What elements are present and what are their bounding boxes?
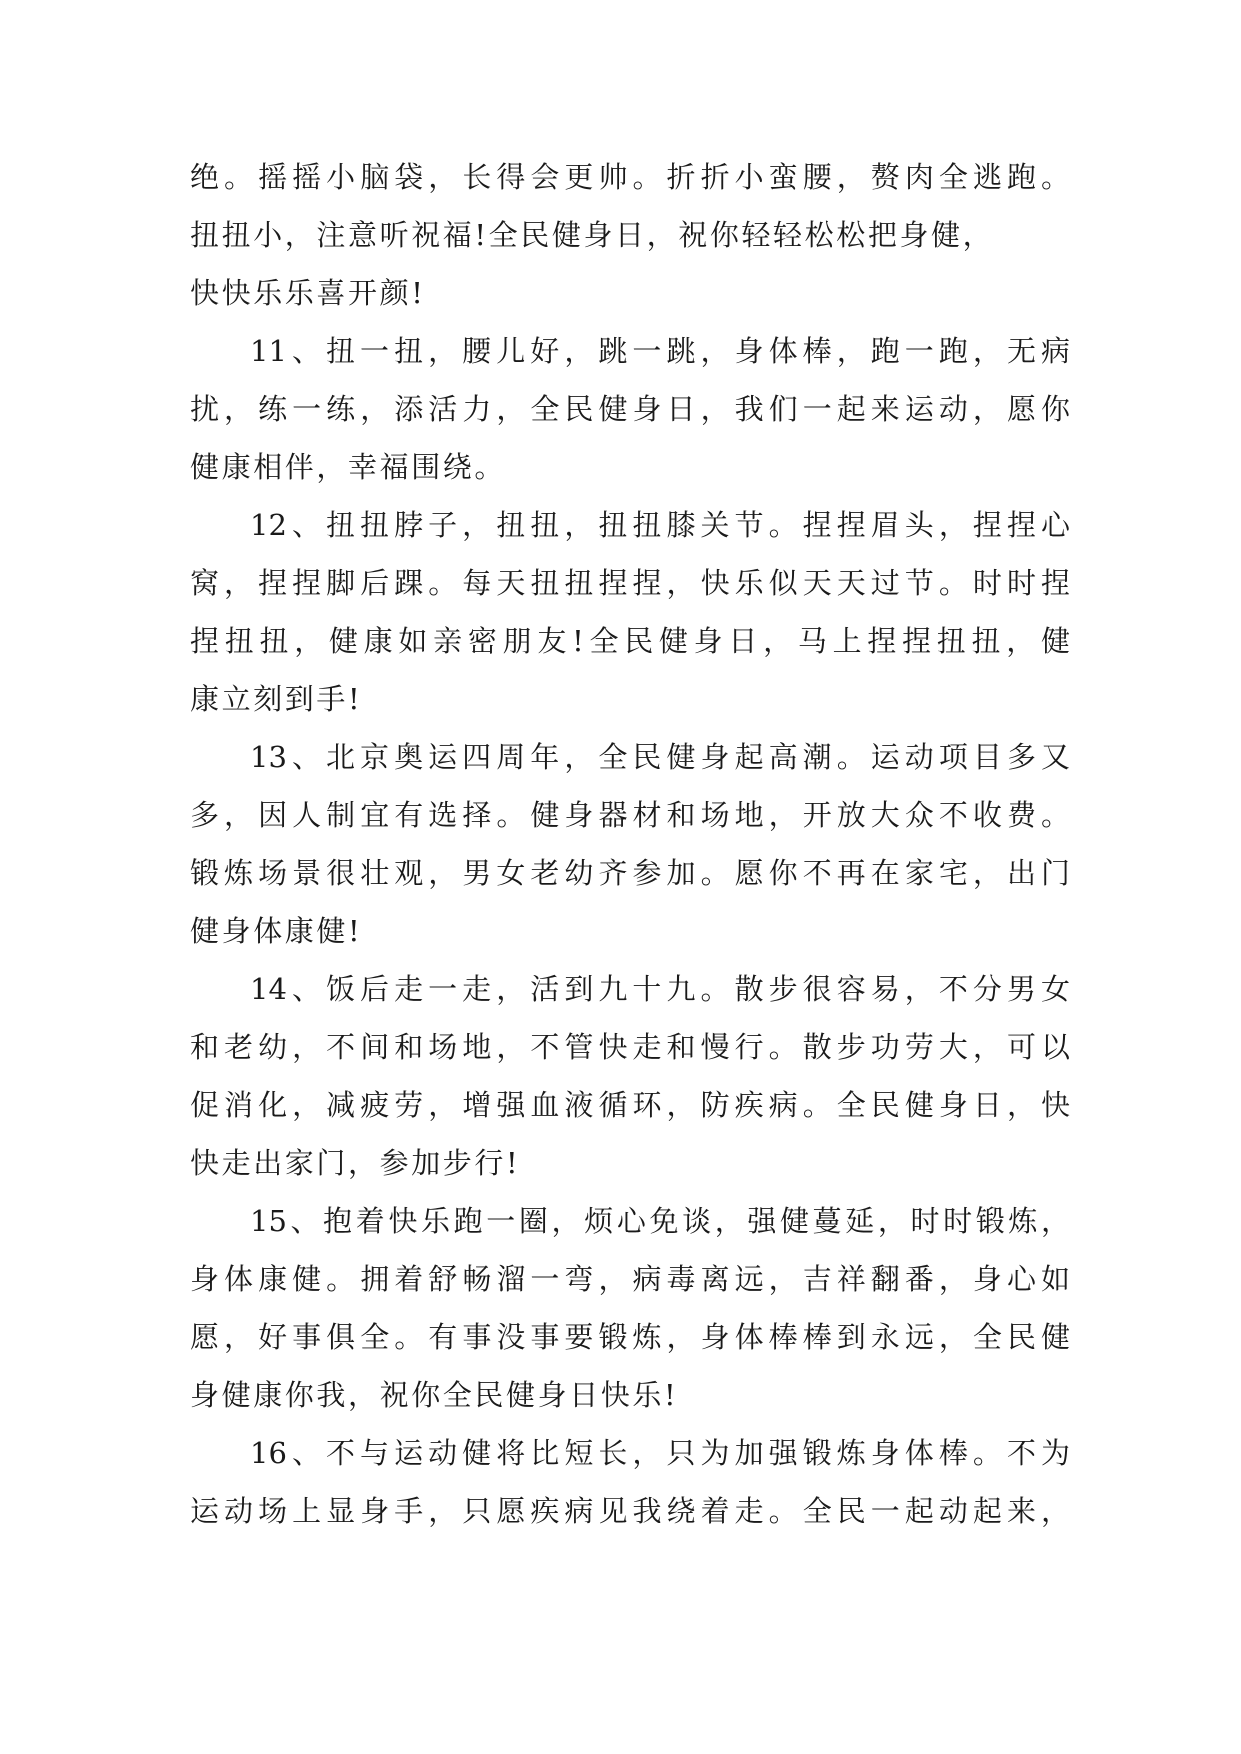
text-line: 11、扭一扭，腰儿好，跳一跳，身体棒，跑一跑，无病 — [250, 334, 1070, 368]
text-line: 快走出家门，参加步行! — [190, 1146, 521, 1180]
text-line: 多，因人制宜有选择。健身器材和场地，开放大众不收费。 — [190, 798, 1070, 832]
text-line: 健康相伴，幸福围绕。 — [190, 450, 507, 484]
text-line: 和老幼，不间和场地，不管快走和慢行。散步功劳大，可以 — [190, 1030, 1070, 1064]
text-line: 健身体康健! — [190, 914, 363, 948]
text-line: 捏扭扭，健康如亲密朋友!全民健身日，马上捏捏扭扭，健 — [190, 624, 1070, 658]
text-line: 运动场上显身手，只愿疾病见我绕着走。全民一起动起来， — [190, 1494, 1070, 1528]
text-line: 促消化，减疲劳，增强血液循环，防疾病。全民健身日，快 — [190, 1088, 1070, 1122]
text-line: 16、不与运动健将比短长，只为加强锻炼身体棒。不为 — [250, 1436, 1070, 1470]
text-line: 12、扭扭脖子，扭扭，扭扭膝关节。捏捏眉头，捏捏心 — [250, 508, 1070, 542]
text-line: 窝，捏捏脚后踝。每天扭扭捏捏，快乐似天天过节。时时捏 — [190, 566, 1070, 600]
text-line: 扭扭小，注意听祝福!全民健身日，祝你轻轻松松把身健， — [190, 218, 995, 252]
text-line: 扰，练一练，添活力，全民健身日，我们一起来运动，愿你 — [190, 392, 1070, 426]
text-line: 绝。摇摇小脑袋，长得会更帅。折折小蛮腰，赘肉全逃跑。 — [190, 160, 1070, 194]
text-line: 愿，好事俱全。有事没事要锻炼，身体棒棒到永远，全民健 — [190, 1320, 1070, 1354]
text-line: 身体康健。拥着舒畅溜一弯，病毒离远，吉祥翻番，身心如 — [190, 1262, 1070, 1296]
text-line: 13、北京奥运四周年，全民健身起高潮。运动项目多又 — [250, 740, 1070, 774]
text-line: 14、饭后走一走，活到九十九。散步很容易，不分男女 — [250, 972, 1070, 1006]
text-line: 15、抱着快乐跑一圈，烦心免谈，强健蔓延，时时锻炼， — [250, 1204, 1070, 1238]
text-line: 康立刻到手! — [190, 682, 363, 716]
text-line: 身健康你我，祝你全民健身日快乐! — [190, 1378, 679, 1412]
text-line: 锻炼场景很壮观，男女老幼齐参加。愿你不再在家宅，出门 — [190, 856, 1070, 890]
text-line: 快快乐乐喜开颜! — [190, 276, 426, 310]
document-body — [190, 160, 1070, 1555]
